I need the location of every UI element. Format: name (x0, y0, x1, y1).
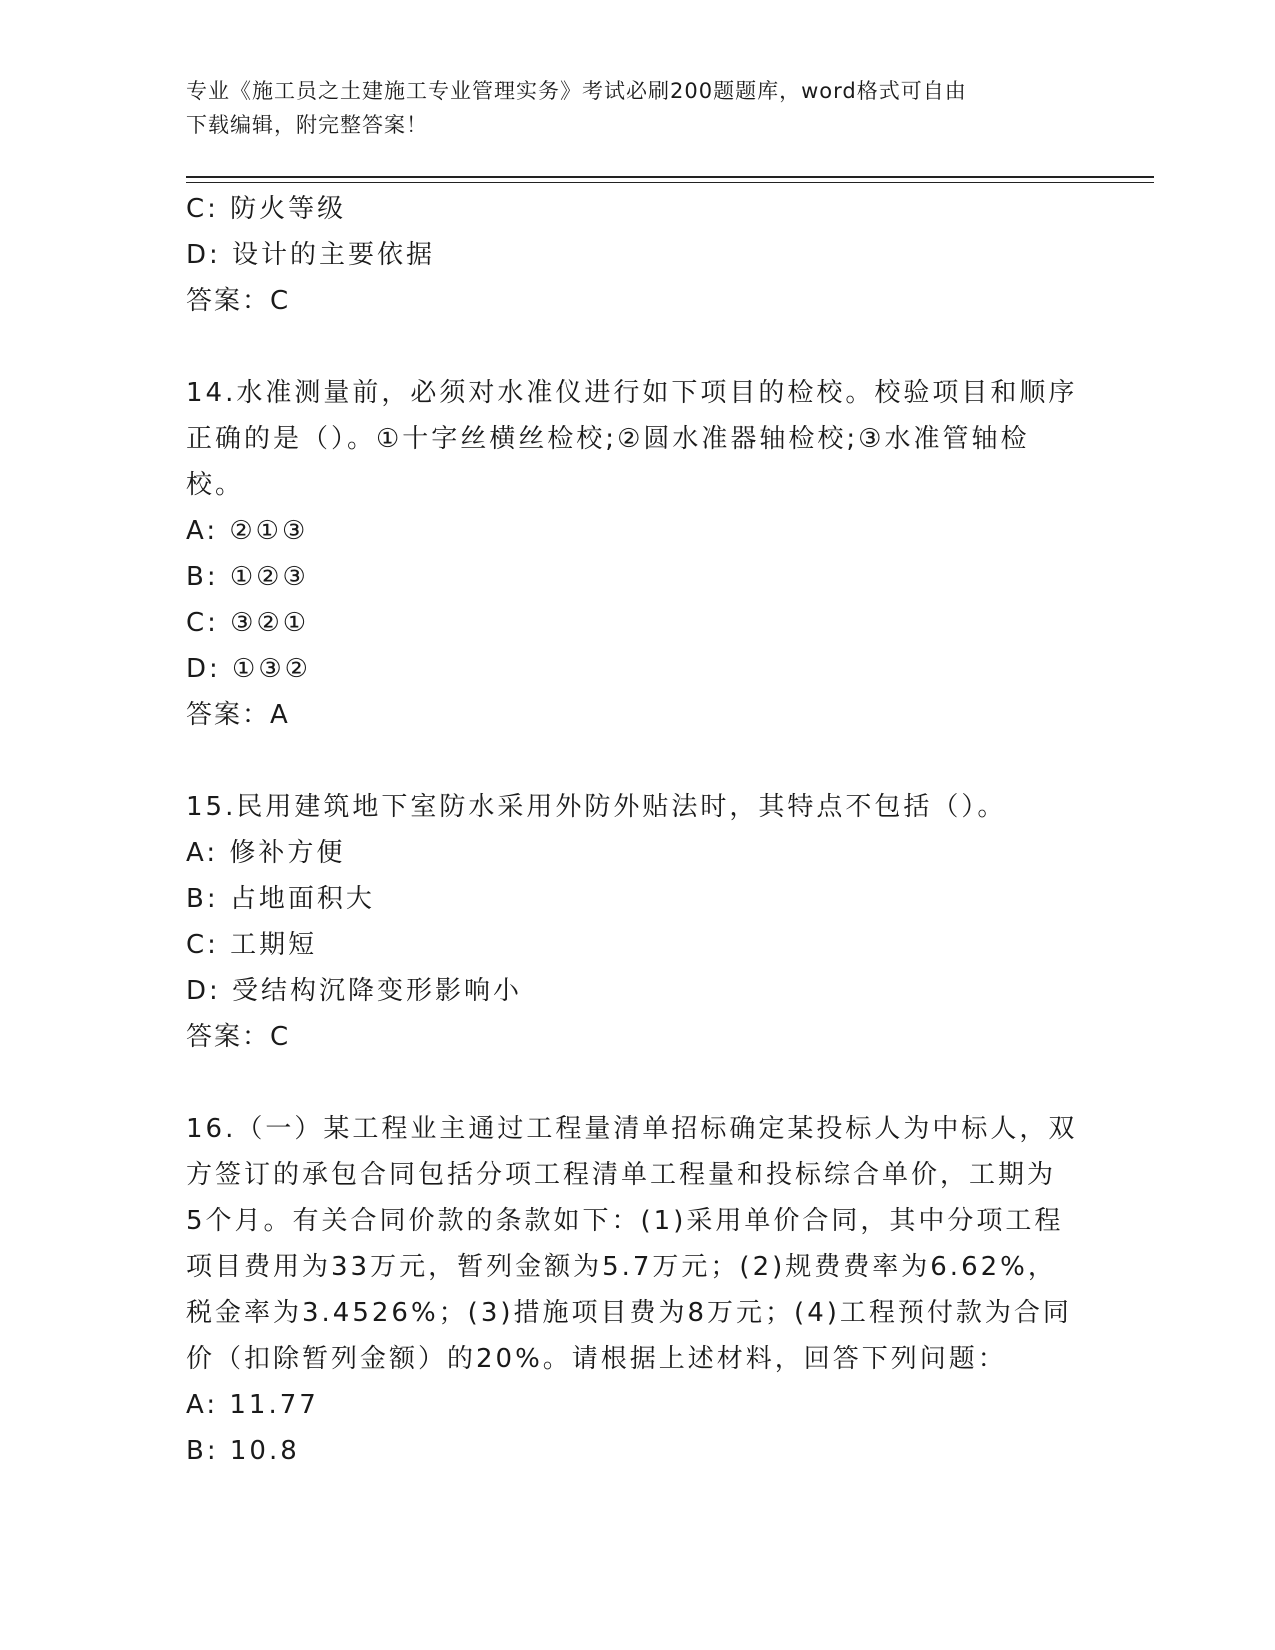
option-d: D: ①③② (186, 654, 311, 684)
question-text-line: 方签订的承包合同包括分项工程清单工程量和投标综合单价，工期为 (186, 1160, 1057, 1190)
question-text-line: 正确的是（）。①十字丝横丝检校;②圆水准器轴检校;③水准管轴检 (186, 424, 1030, 454)
question-16 (186, 1106, 1086, 1474)
header-divider-thick (186, 176, 1154, 178)
question-15 (186, 784, 1086, 1060)
question-text-line: 15.民用建筑地下室防水采用外防外贴法时，其特点不包括（）。 (186, 792, 1007, 822)
option-a: A: 11.77 (186, 1390, 319, 1420)
question-14 (186, 370, 1086, 738)
answer-line: 答案：C (186, 1022, 291, 1052)
header-divider-thin (186, 182, 1154, 183)
question-text-line: 项目费用为33万元，暂列金额为5.7万元；(2)规费费率为6.62%， (186, 1252, 1057, 1282)
option-a: A: ②①③ (186, 516, 309, 546)
question-text-line: 5个月。有关合同价款的条款如下：(1)采用单价合同，其中分项工程 (186, 1206, 1064, 1236)
option-d: D: 受结构沉降变形影响小 (186, 976, 523, 1006)
option-b: B: 占地面积大 (186, 884, 375, 914)
option-a: A: 修补方便 (186, 838, 346, 868)
option-c: C: 工期短 (186, 930, 318, 960)
option-d: D: 设计的主要依据 (186, 240, 436, 270)
header-line-1: 专业《施工员之土建施工专业管理实务》考试必刷200题题库，word格式可自由 (186, 79, 967, 103)
question-spacer (186, 1060, 1086, 1106)
question-spacer (186, 738, 1086, 784)
option-b: B: 10.8 (186, 1436, 300, 1466)
question-text-line: 税金率为3.4526%；(3)措施项目费为8万元；(4)工程预付款为合同 (186, 1298, 1072, 1328)
question-13-tail (186, 186, 1086, 324)
question-text-line: 16.（一）某工程业主通过工程量清单招标确定某投标人为中标人，双 (186, 1114, 1078, 1144)
question-spacer (186, 324, 1086, 370)
question-text-line: 价（扣除暂列金额）的20%。请根据上述材料，回答下列问题： (186, 1344, 1007, 1374)
option-c: C: 防火等级 (186, 194, 347, 224)
option-b: B: ①②③ (186, 562, 309, 592)
question-text-line: 14.水准测量前，必须对水准仪进行如下项目的检校。校验项目和顺序 (186, 378, 1078, 408)
option-c: C: ③②① (186, 608, 310, 638)
document-header (186, 74, 1066, 142)
question-text-line: 校。 (186, 470, 245, 500)
answer-line: 答案：C (186, 286, 291, 316)
header-line-2: 下载编辑，附完整答案！ (186, 113, 428, 137)
question-list (186, 186, 1086, 1474)
answer-line: 答案：A (186, 700, 290, 730)
